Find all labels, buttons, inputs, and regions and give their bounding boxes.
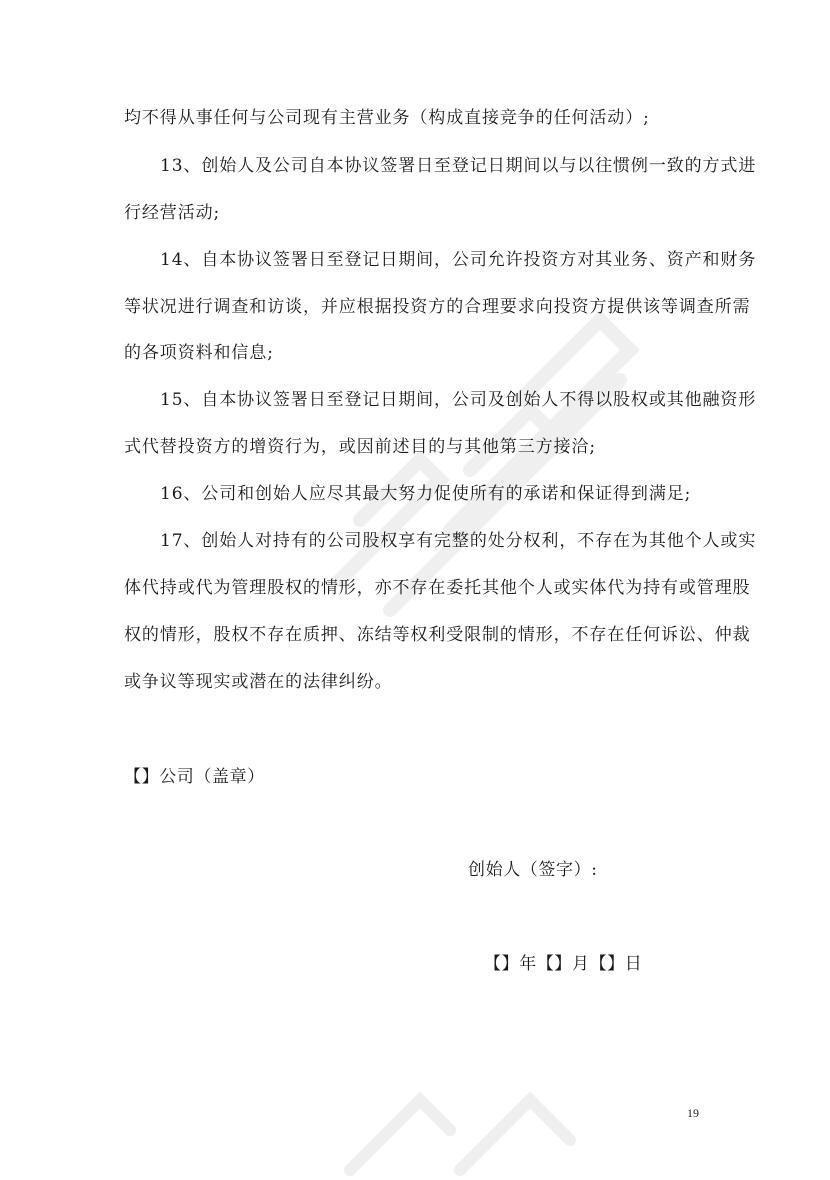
clause-13-line-2: 行经营活动; <box>124 203 221 223</box>
clause-17-line-1: 17、创始人对持有的公司股权享有完整的处分权利，不存在为其他个人或实 <box>160 531 757 551</box>
page-number: 19 <box>687 1106 699 1120</box>
company-seal-label: 【】公司（盖章） <box>124 767 265 787</box>
clause-16-line-1: 16、公司和创始人应尽其最大努力促使所有的承诺和保证得到满足; <box>160 484 692 504</box>
clause-14-line-1: 14、自本协议签署日至登记日期间，公司允许投资方对其业务、资产和财务 <box>160 250 757 270</box>
clause-17-line-4: 或争议等现实或潜在的法律纠纷。 <box>124 672 393 692</box>
clause-14-line-2: 等状况进行调查和访谈，并应根据投资方的合理要求向投资方提供该等调查所需 <box>124 297 751 317</box>
clause-17-line-3: 权的情形，股权不存在质押、冻结等权利受限制的情形，不存在任何诉讼、仲裁 <box>124 625 751 645</box>
clause-15-line-2: 式代替投资方的增资行为，或因前述目的与其他第三方接洽; <box>124 437 597 457</box>
date-line: 【】年【】月【】日 <box>484 954 643 974</box>
clause-13-line-1: 13、创始人及公司自本协议签署日至登记日期间以与以往惯例一致的方式进 <box>160 156 757 176</box>
clause-15-line-1: 15、自本协议签署日至登记日期间，公司及创始人不得以股权或其他融资形 <box>160 390 757 410</box>
founder-signature-label: 创始人（签字）: <box>468 860 598 880</box>
clause-14-line-3: 的各项资料和信息; <box>124 343 274 363</box>
clause-17-line-2: 体代持或代为管理股权的情形，亦不存在委托其他个人或实体代为持有或管理股 <box>124 578 751 598</box>
text-line-1: 均不得从事任何与公司现有主营业务（构成直接竞争的任何活动）; <box>124 108 650 128</box>
watermark-fragment-icon <box>330 1060 590 1180</box>
